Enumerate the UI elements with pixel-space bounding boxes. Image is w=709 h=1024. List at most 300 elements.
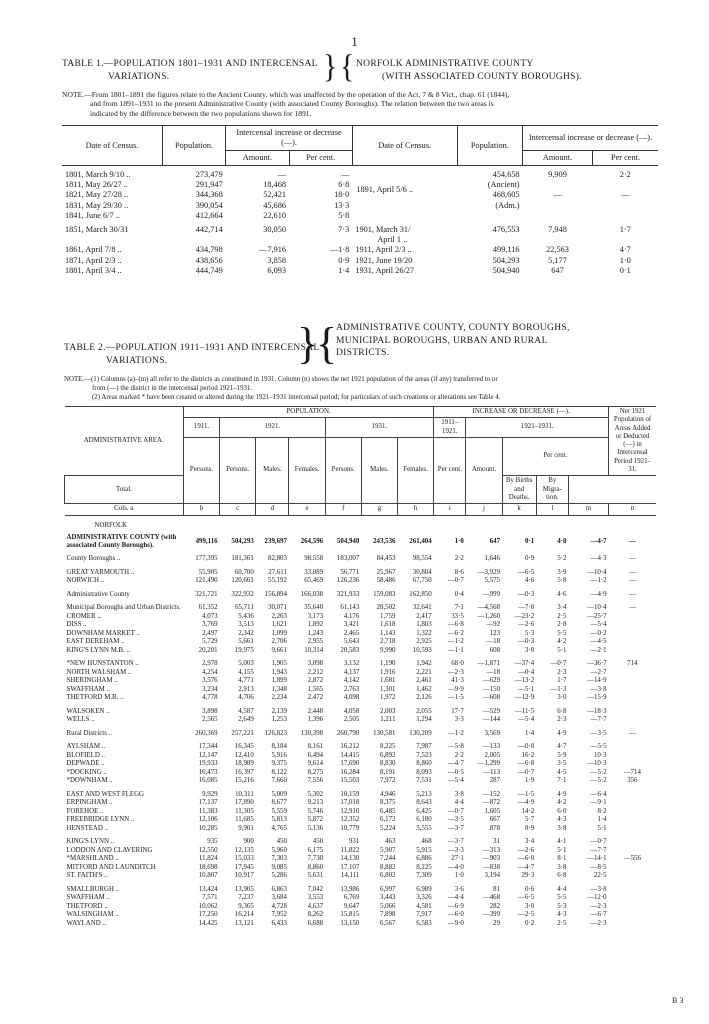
t2-val: 29·3 — [521, 872, 535, 880]
t2-val: 935 — [207, 838, 218, 846]
t2-val: 3·9 — [557, 568, 567, 576]
table2-right-3: DISTRICTS. — [336, 348, 390, 359]
t2-val: 2,055 — [416, 707, 432, 715]
t2-val: 2,565 — [202, 716, 218, 724]
t2-val: 5,555 — [416, 824, 432, 832]
t2-val: 5,066 — [380, 902, 396, 910]
t2-val: 98,554 — [412, 555, 432, 563]
t2-val — [609, 708, 656, 717]
t1-pct: 18·0 — [334, 190, 350, 200]
t2-val: 3,098 — [307, 660, 324, 668]
t2-val: 12,135 — [234, 846, 254, 854]
t1-empty — [523, 201, 593, 211]
t2-section-norfolk: NORFOLK — [94, 521, 128, 529]
t2-area: THETFORD M.B. .. — [66, 694, 124, 702]
t2-val: 1,143 — [380, 629, 396, 637]
t1-empty — [352, 211, 457, 221]
t2-val: 5,136 — [307, 824, 324, 832]
t2-val: —6·0 — [518, 855, 535, 863]
t1-empty — [592, 180, 658, 190]
t2-val: 181,361 — [231, 555, 254, 563]
t2-val: 27·1 — [451, 855, 464, 863]
t2-val: 6,583 — [416, 919, 432, 927]
t2-val: 3,443 — [380, 894, 396, 902]
t1-row — [62, 256, 658, 266]
t1-date: 1861, April 7/8 .. — [65, 245, 122, 255]
t2-val: 9,661 — [271, 646, 287, 654]
t2-val: —2·5 — [518, 911, 535, 919]
t2-val: 6·8 — [557, 872, 567, 880]
t2-val: 4·2 — [557, 638, 567, 646]
t2-val: 2·3 — [557, 668, 567, 676]
t1-amount-1891-b: — — [553, 190, 562, 200]
t2-val — [609, 669, 656, 678]
t2-val: —6·8 — [447, 621, 464, 629]
t2-val: 7,523 — [416, 751, 432, 759]
t1-empty — [457, 211, 522, 221]
t1-date: 1801, March 9/10 .. — [65, 170, 131, 179]
t2-val: 33,089 — [304, 568, 324, 576]
t2-val: 1·7 — [557, 677, 567, 685]
t2-val: 6,433 — [271, 919, 287, 927]
t2-val: 5·1 — [557, 646, 567, 654]
t2-val: 15,033 — [234, 855, 254, 863]
t2-val: 7,042 — [307, 885, 324, 893]
t2-val: 3,684 — [271, 894, 287, 902]
t2-val: 5,575 — [484, 577, 501, 585]
t2-area: NORWICH .. — [66, 577, 105, 585]
table-row — [65, 920, 657, 929]
table1-note — [62, 90, 647, 118]
t2-val: 166,038 — [300, 590, 324, 598]
t2-val: 5,436 — [238, 612, 254, 620]
t1-pop: 434,798 — [195, 245, 223, 255]
t1-pop-1891-a: 454,658 — [492, 170, 520, 179]
t2-val: 1,803 — [416, 621, 432, 629]
t2-area: WELLS .. — [66, 716, 95, 724]
t2-val: 2,706 — [271, 638, 287, 646]
t2-val: — — [628, 590, 636, 598]
table-row — [65, 855, 657, 864]
t2-val: 282 — [489, 902, 501, 910]
t2-val: 6,688 — [307, 919, 324, 927]
t2-val: —0·2 — [590, 629, 607, 637]
t2-val: 156,894 — [264, 590, 287, 598]
t1-amount: 3,858 — [267, 255, 287, 265]
t1-pop: 291,947 — [195, 180, 223, 190]
t2-val: 2,718 — [380, 638, 396, 646]
t1-amount: 22,610 — [263, 210, 287, 220]
t2-val: 9,375 — [271, 760, 287, 768]
t2-val: 8,375 — [380, 799, 396, 807]
table-row — [65, 630, 657, 639]
page-footer: B 3 — [672, 996, 684, 1005]
table-row — [65, 660, 657, 669]
t2-val: 10,314 — [304, 646, 324, 654]
t2-val: 2,212 — [307, 668, 324, 676]
t2-val: 20,201 — [198, 646, 218, 654]
t2-val: 4,254 — [202, 668, 218, 676]
t1-h-pct-2: Per cent. — [592, 151, 658, 166]
t2-h-population: POPULATION. — [183, 407, 433, 418]
t2-area: CROMER .. — [66, 612, 101, 620]
t2-val: 6,567 — [380, 919, 396, 927]
table2 — [64, 406, 656, 928]
t2-col-letter: f — [325, 504, 361, 515]
t2-val: 321,721 — [195, 590, 218, 598]
t2-h-1921: 1921. — [220, 418, 326, 438]
t2-val: 29 — [493, 919, 501, 927]
table2-title-main: TABLE 2.—POPULATION 1911–1931 AND INTERCENSAL — [64, 343, 320, 353]
t2-area: *DOCKING .. — [66, 768, 107, 776]
t2-val: 900 — [243, 838, 254, 846]
t2-val: —2·6 — [518, 846, 535, 854]
t1-empty — [523, 180, 593, 190]
t2-val: 667 — [489, 816, 501, 824]
t2-val: 177,395 — [195, 555, 218, 563]
t2-val: 121,490 — [195, 577, 218, 585]
t2-val: — — [628, 555, 636, 563]
t2-val: 8,275 — [307, 768, 324, 776]
t2-val: 2·2 — [454, 555, 464, 563]
table-row — [65, 752, 657, 761]
table-row — [65, 777, 657, 786]
t2-val: —3,929 — [477, 568, 501, 576]
t1-row — [62, 245, 658, 255]
table-row — [65, 872, 657, 881]
t2-val: —5·2 — [590, 777, 607, 785]
t2-val: 1,211 — [380, 716, 396, 724]
t2-val: 5,302 — [307, 790, 324, 798]
t2-val — [609, 799, 656, 808]
t2-val: 6,989 — [416, 885, 432, 893]
t2-val: —3·3 — [447, 846, 464, 854]
t2-val: 183,007 — [336, 555, 360, 563]
t2-val: 2,417 — [416, 612, 432, 620]
t2-val: 12,147 — [198, 751, 218, 759]
t2-val: 5,916 — [271, 751, 287, 759]
t2-val: 504,940 — [336, 537, 360, 545]
t2-val: 12,910 — [340, 807, 360, 815]
t2-val: 159,083 — [373, 590, 396, 598]
t2-val: 7,972 — [380, 777, 396, 785]
t2-val: —10·3 — [587, 760, 607, 768]
t2-val: 1,294 — [416, 716, 432, 724]
t2-val: —3·7 — [447, 838, 464, 846]
table1-title — [62, 58, 318, 84]
t2-val: 7,730 — [307, 855, 324, 863]
t2-val: 5,559 — [271, 807, 287, 815]
t2-val: 7,952 — [271, 911, 287, 919]
t2-val: 5,729 — [202, 638, 218, 646]
brace-glyph: { — [340, 48, 355, 85]
t2-h-total: Total. — [65, 476, 184, 504]
t2-val: 8,191 — [380, 768, 396, 776]
t2-val: 260,790 — [336, 729, 360, 737]
t1-date-1891: 1891, April 5/6 .. — [356, 185, 414, 195]
t2-val: 56,771 — [340, 568, 360, 576]
t2-val: 13,150 — [340, 919, 360, 927]
t2-val: —313 — [482, 846, 501, 854]
t2-val: 33·5 — [451, 612, 464, 620]
t2-val: —1·2 — [447, 638, 464, 646]
t2-val: 3,132 — [343, 660, 360, 668]
t2-val: —6·5 — [518, 894, 535, 902]
t2-col-letter: i — [434, 504, 466, 515]
t1-date: 1871, April 2/3 .. — [65, 255, 122, 265]
t2-val — [609, 825, 656, 834]
table-row — [65, 647, 657, 656]
t2-val: 4,073 — [202, 612, 218, 620]
t1-pop: 390,054 — [195, 200, 223, 210]
t2-val: —23·2 — [514, 612, 535, 620]
t2-col-letter: g — [361, 504, 397, 515]
t2-val: 5,631 — [307, 872, 324, 880]
t2-val: 7,987 — [416, 743, 432, 751]
t2-val: 17,137 — [198, 799, 218, 807]
table1-title-main: TABLE 1.—POPULATION 1801–1931 AND INTERCENSAL — [62, 59, 318, 69]
t2-val: 6,425 — [416, 807, 432, 815]
t2-val: 3,769 — [202, 621, 218, 629]
t2-area: Administrative County — [66, 590, 130, 598]
t2-val: 321,933 — [336, 590, 360, 598]
t2-val — [609, 647, 656, 656]
t2-val: 4·9 — [557, 729, 567, 737]
t2-col-letter: e — [289, 504, 325, 515]
t2-h-females-1931: Females. — [398, 437, 434, 503]
t2-val: 8,677 — [271, 799, 287, 807]
table-row — [65, 838, 657, 847]
t2-val: —7·7 — [590, 716, 607, 724]
t2-val: 8,225 — [380, 743, 396, 751]
t2-val: 16,345 — [234, 743, 254, 751]
t2-val: 10,062 — [198, 902, 218, 910]
table-row — [65, 708, 657, 717]
t2-val: 2,872 — [307, 677, 324, 685]
t2-val: —5·8 — [447, 743, 464, 751]
t2-val: 4,098 — [343, 694, 360, 702]
t2-h-area: ADMINISTRATIVE AREA. — [65, 407, 184, 476]
t2-col-a: Cols. a — [65, 504, 184, 515]
t2-val: 6,175 — [307, 846, 324, 854]
t1-pop: 273,479 — [195, 170, 223, 179]
t2-val: 463 — [385, 838, 396, 846]
t2-val: 162,850 — [409, 590, 432, 598]
t2-val: —6·7 — [590, 911, 607, 919]
t1-date-1901 — [352, 225, 457, 245]
t2-val: 1,099 — [271, 629, 287, 637]
t2-val: 9,213 — [307, 799, 324, 807]
t2-val: 4·3 — [557, 816, 567, 824]
t1-date: 1821, May 27/28 .. — [65, 190, 129, 200]
t2-val: —4·9 — [518, 799, 535, 807]
t2-col-letter: h — [398, 504, 434, 515]
table1-note-3: indicated by the difference between the two populations shown for 1891. — [90, 108, 312, 118]
t2-val: —0·3 — [518, 638, 535, 646]
t1-h-date-2: Date of Census. — [352, 126, 457, 166]
t1-date: 1831, May 29/30 .. — [65, 200, 129, 210]
t2-val: —999 — [482, 590, 501, 598]
table-row — [65, 730, 657, 739]
t2-val: —0·8 — [518, 743, 535, 751]
t2-val: 4·6 — [525, 577, 535, 585]
t2-val — [609, 791, 656, 800]
t2-val: 16,473 — [198, 768, 218, 776]
t2-val: 41·3 — [451, 677, 464, 685]
t2-val: —4·5 — [590, 638, 607, 646]
t1-pct: 0·9 — [338, 255, 350, 265]
t2-val — [609, 752, 656, 761]
t2-area: KING'S LYNN .. — [66, 838, 115, 846]
t2-h-males-1921: Males. — [256, 437, 289, 503]
t2-h-pct-top: Per cent. — [502, 437, 609, 475]
t2-val: —838 — [482, 863, 501, 871]
t2-val: 11,305 — [235, 807, 254, 815]
t2-col-letter: m — [568, 504, 608, 515]
t2-val: 243,536 — [373, 537, 396, 545]
t2-val: 6,172 — [380, 816, 396, 824]
t2-val: 4,581 — [416, 902, 432, 910]
t2-val: 12,352 — [340, 816, 360, 824]
t2-val: —7·7 — [590, 846, 607, 854]
t2-val: —529 — [482, 707, 501, 715]
t2-val: 10,311 — [235, 790, 254, 798]
t2-val: 16·2 — [521, 751, 535, 759]
t2-val: —0·7 — [550, 660, 567, 668]
t2-val: 9,990 — [380, 646, 396, 654]
table-row — [65, 534, 657, 550]
t2-val: —4·0 — [447, 863, 464, 871]
t2-val: 7,917 — [416, 911, 432, 919]
table-row — [65, 816, 657, 825]
t2-val: 1,322 — [416, 629, 432, 637]
t2-val: 16,397 — [234, 768, 254, 776]
t1-pop-r: 504,293 — [492, 255, 520, 265]
t2-val: —1·1 — [447, 646, 464, 654]
t2-val: 931 — [348, 838, 360, 846]
t2-val: 5,003 — [238, 660, 254, 668]
t2-val: —1·2 — [447, 729, 464, 737]
table-row — [65, 864, 657, 873]
t1-empty — [592, 201, 658, 211]
t2-val: 16,085 — [198, 777, 218, 785]
t2-val: 1·9 — [525, 777, 535, 785]
t2-val — [609, 838, 656, 847]
t2-val: —3·8 — [590, 685, 607, 693]
t2-val: 5,746 — [307, 807, 324, 815]
t2-h-1931: 1931. — [325, 418, 434, 438]
t2-val — [609, 638, 656, 647]
t2-val: —0·5 — [447, 768, 464, 776]
t1-pop: 442,714 — [195, 225, 223, 235]
t2-val: 5,213 — [416, 790, 432, 798]
t2-area: DISS .. — [66, 621, 87, 629]
t1-date: 1811, May 26/27 .. — [65, 180, 128, 190]
t1-amount-1901: 7,948 — [548, 225, 567, 235]
t2-val: 17,945 — [234, 863, 254, 871]
t2-val: 130,581 — [373, 729, 396, 737]
table-row — [65, 911, 657, 920]
t2-col-letter: l — [536, 504, 568, 515]
t2-area: County Boroughs .. — [66, 555, 121, 563]
t2-val: 2,263 — [271, 612, 287, 620]
t2-val: 2·2 — [454, 751, 464, 759]
t2-area: *MARSHLAND .. — [66, 855, 119, 863]
t2-h-females-1921: Females. — [289, 437, 325, 503]
t2-area: THETFORD .. — [66, 902, 108, 910]
t2-val: 3·0 — [525, 902, 535, 910]
t2-val: —4·7 — [518, 863, 535, 871]
t2-val: 1,253 — [271, 716, 287, 724]
t2-val: 8,122 — [271, 768, 287, 776]
t1-amount-r: 22,563 — [546, 245, 569, 255]
table2-note — [64, 376, 654, 402]
t2-val: 5,009 — [271, 790, 287, 798]
table2-right-2: MUNICIPAL BOROUGHS, URBAN AND RURAL — [336, 335, 548, 346]
t1-amount: —7,916 — [259, 245, 287, 255]
t2-area: FREEBRIDGE LYNN .. — [66, 816, 135, 824]
t1-h-date: Date of Census. — [62, 126, 162, 166]
t1-amount: 52,421 — [263, 190, 287, 200]
t2-val: —18 — [486, 638, 501, 646]
t2-val: 4·2 — [557, 799, 567, 807]
t1-pct: 7·3 — [338, 225, 350, 235]
t2-val: 6,180 — [416, 816, 432, 824]
t2-val: 1,396 — [307, 716, 324, 724]
t2-val: 3,898 — [202, 707, 218, 715]
t2-val: 7,244 — [380, 855, 396, 863]
t2-val: 17,018 — [340, 799, 360, 807]
t2-val: 8·2 — [597, 807, 607, 815]
t2-val: — — [628, 729, 636, 737]
t2-val: 4·1 — [557, 838, 567, 846]
t2-val: 27,611 — [268, 568, 287, 576]
t2-h-amount: Amount. — [466, 437, 502, 503]
t2-val: 2,913 — [238, 685, 254, 693]
table-row — [65, 694, 657, 703]
t2-val: —6·2 — [447, 629, 464, 637]
t2-val: —1·2 — [590, 577, 607, 585]
t2-val: 8,860 — [416, 760, 432, 768]
t2-area: LODDON AND CLAVERING — [66, 846, 153, 854]
t2-val: 3·5 — [557, 760, 567, 768]
t2-val: 35,640 — [304, 604, 324, 612]
t2-val: 12,106 — [198, 816, 218, 824]
t2-val: —4·7 — [447, 760, 464, 768]
t2-val: 7,556 — [307, 777, 324, 785]
t2-val: 2·3 — [557, 716, 567, 724]
t1-pop: 438,656 — [195, 255, 223, 265]
t2-val: 16,212 — [340, 743, 360, 751]
t2-val: 3·0 — [557, 694, 567, 702]
t2-val: 17,107 — [340, 863, 360, 871]
table-row — [65, 577, 657, 586]
table2-note-2: from (—) the district in the intercensal period 1921–1931. — [92, 384, 253, 392]
t2-val: —13·2 — [514, 677, 535, 685]
t2-section — [65, 515, 657, 534]
table2-title-sub: VARIATIONS. — [106, 356, 168, 366]
t2-val: 1,243 — [307, 629, 324, 637]
t2-val: 5,286 — [271, 872, 287, 880]
brace-glyph: } — [297, 319, 319, 368]
t1-pop-1901: 476,553 — [492, 225, 520, 235]
t2-val: —2·6 — [518, 621, 535, 629]
table1-right-title — [356, 58, 582, 84]
t2-val: 130,398 — [300, 729, 324, 737]
t1-pop: 344,368 — [195, 190, 223, 200]
t1-date: 1881, April 3/4 .. — [65, 265, 122, 275]
table-row — [65, 799, 657, 808]
